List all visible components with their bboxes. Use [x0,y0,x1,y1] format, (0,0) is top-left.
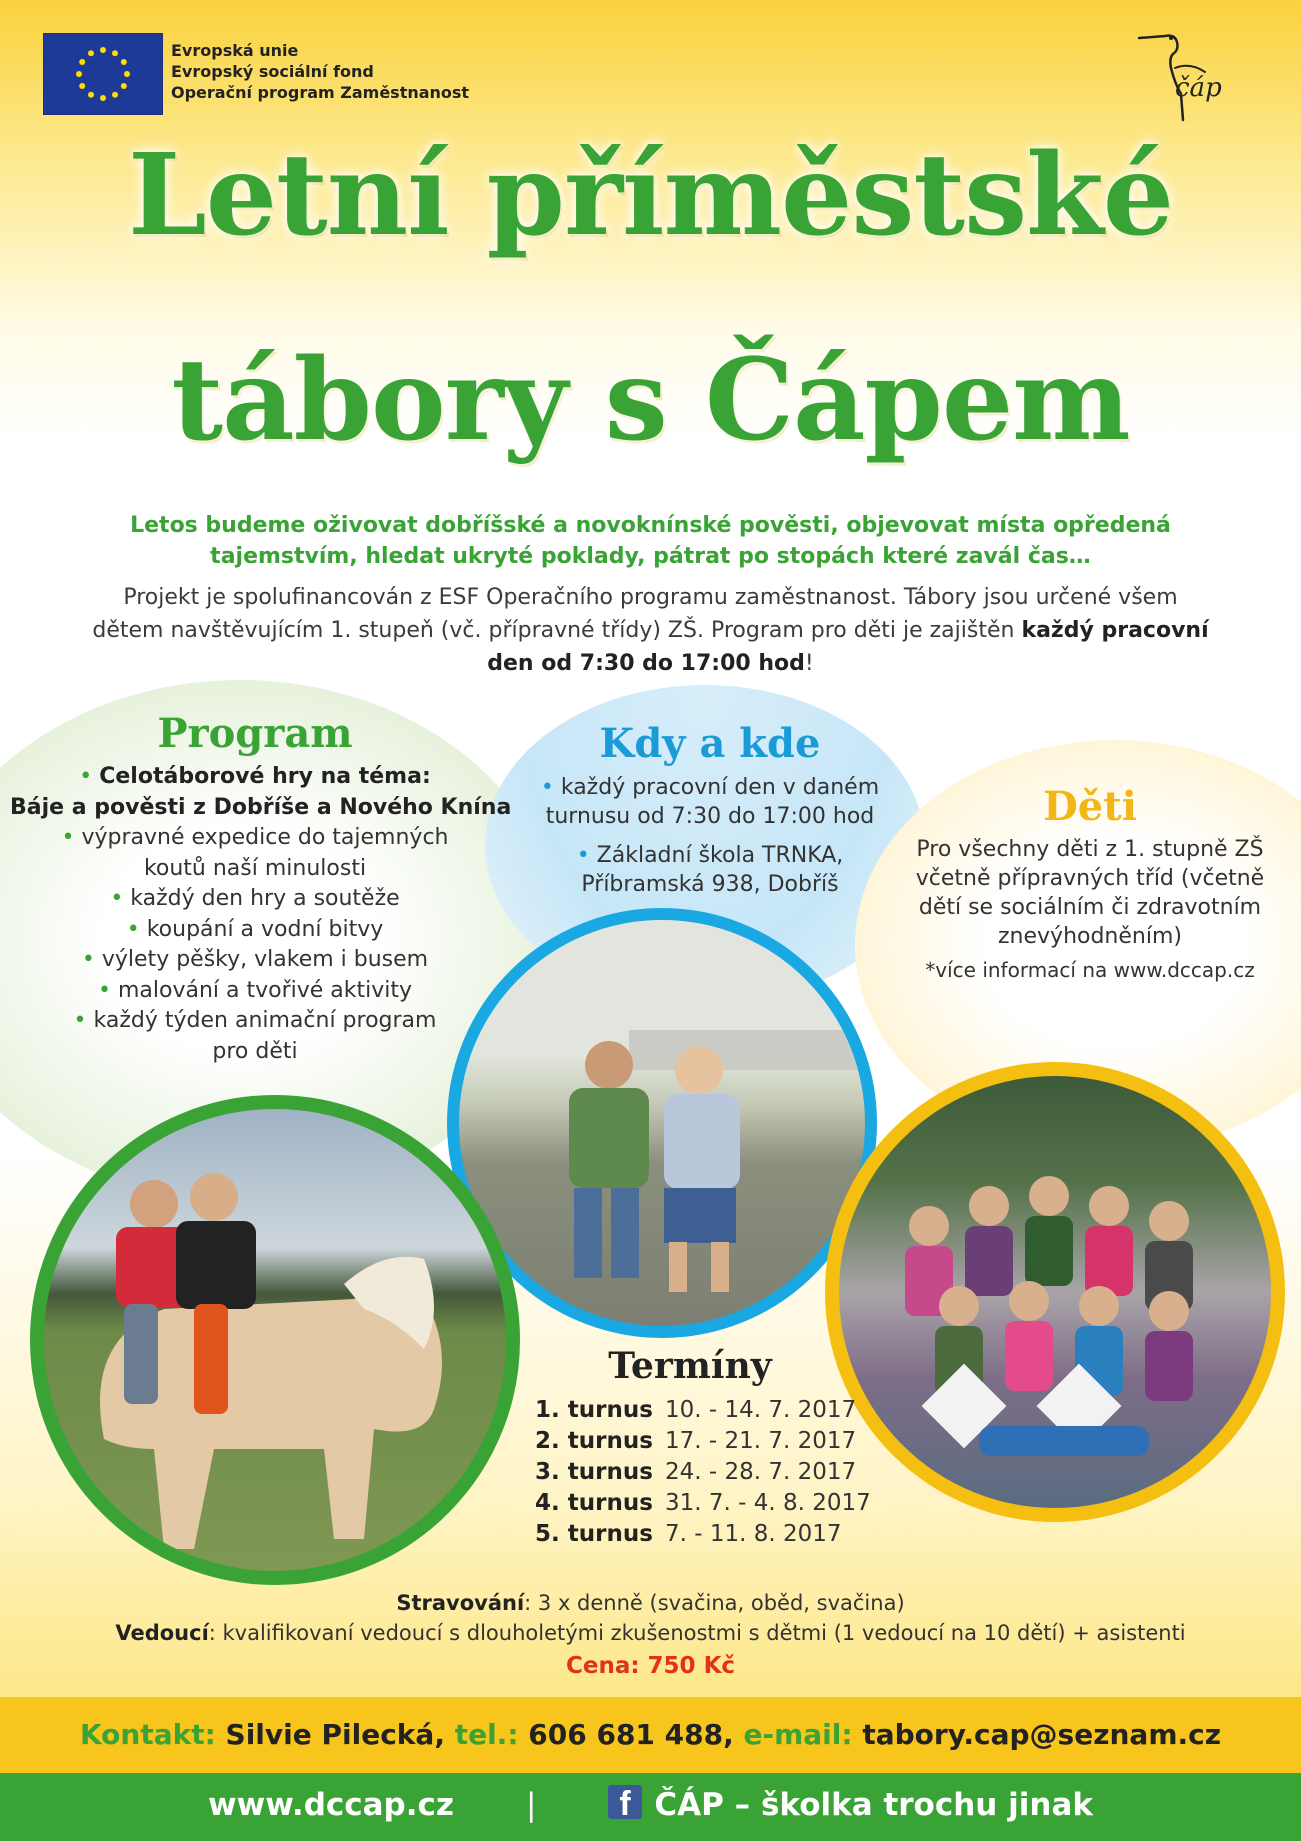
turnus-date: 10. - 14. 7. 2017 [665,1397,857,1424]
catering-info [0,1588,1301,1618]
bullet-icon: • [110,886,124,911]
program-theme-label: Celotáborové hry na téma: [99,764,431,789]
leaders-label: Vedoucí [115,1621,209,1645]
eu-stars-icon [44,34,162,114]
bullet-icon: • [81,947,95,972]
program-theme [10,762,500,793]
program-item-text: koutů naší minulosti [143,855,367,881]
bullet-icon: • [73,1008,87,1033]
facebook-glyph: f [619,1785,631,1823]
bullet-icon: • [576,843,590,868]
eu-line-2: Evropský sociální fond [171,62,374,81]
kdy-a-kde-list [520,773,900,899]
bullet-icon: • [126,916,140,942]
turnus-date: 7. - 11. 8. 2017 [665,1520,842,1547]
cap-logo-text: čáp [1175,73,1222,103]
program-heading: Program [157,710,353,757]
intro-text-1: Projekt je spolufinancován z ESF Operačního programu zaměstnanost. Tábory jsou určené všem [123,585,1178,610]
deti-description [900,835,1280,951]
intro-tagline-2: tajemstvím, hledat ukryté poklady, pátrat po stopách které zavál čas… [210,544,1091,569]
phone-label: tel.: [454,1718,519,1751]
bullet-icon: • [79,764,93,789]
footer-separator: | [525,1787,537,1823]
program-list [10,762,512,1067]
photo-group-of-children [825,1062,1285,1522]
intro-text-3a: den od 7:30 do 17:00 hod [487,651,805,676]
photo-kids-on-horse [30,1095,520,1585]
program-item-text: výpravné expedice do tajemných [81,825,449,850]
turnus-date: 24. - 28. 7. 2017 [665,1458,857,1485]
turnus-label: 1. turnus [535,1397,653,1424]
list-item [10,823,500,854]
turnus-label: 5. turnus [535,1520,653,1547]
intro-text-3 [40,647,1261,680]
table-row [535,1426,871,1457]
program-theme-name: Báje a pověsti z Dobříše a Nového Knína [10,794,512,820]
eu-line-1: Evropská unie [171,41,299,60]
deti-line: znevýhodněním) [998,924,1182,949]
program-item-text: každý týden animační program [93,1008,437,1033]
list-item [520,773,900,802]
turnus-label: 4. turnus [535,1489,653,1516]
footer-line [0,1783,1301,1827]
poster-title-line-2: tábory s Čápem [171,335,1130,466]
table-row [535,1395,871,1426]
poster-title-line-1: Letní příměstské [127,130,1174,261]
email-label: e-mail: [743,1718,853,1751]
bullet-icon: • [97,977,111,1003]
deti-line: včetně přípravných tříd (včetně [915,866,1265,891]
intro-text-2b: každý pracovní [1021,618,1209,643]
catering-label: Stravování [396,1591,525,1615]
kdy-item-text: turnusu od 7:30 do 17:00 hod [545,804,875,829]
intro-text-3b: ! [804,651,814,676]
table-row [535,1457,871,1488]
turnus-date: 31. 7. - 4. 8. 2017 [665,1489,871,1516]
list-item [10,884,500,915]
program-item-text: každý den hry a soutěže [130,886,400,911]
list-item [10,1006,500,1037]
catering-value: : 3 x denně (svačina, oběd, svačina) [524,1591,905,1615]
list-item [520,841,900,870]
intro-text-2 [40,614,1261,647]
leaders-value: : kvalifikovaní vedoucí s dlouholetými zkušenostmi s dětmi (1 vedoucí na 10 dětí) + asistenti [208,1621,1186,1645]
intro-text-2a: dětem navštěvujícím 1. stupeň (vč. přípravné třídy) ZŠ. Program pro děti je zajištěn [92,618,1022,643]
facebook-icon[interactable] [608,1785,642,1823]
intro-tagline-1: Letos budeme oživovat dobříšské a novoknínské pověsti, objevovat místa opředená [130,513,1171,538]
website-link[interactable]: www.dccap.cz [207,1787,454,1823]
list-item [10,915,500,946]
deti-line: dětí se sociálním či zdravotním [918,895,1262,920]
program-item-text: výlety pěšky, vlakem i busem [101,947,429,972]
table-row [535,1518,871,1549]
contact-name: Silvie Pilecká, [215,1718,455,1751]
terms-heading: Termíny [608,1345,772,1387]
email-link[interactable]: tabory.cap@seznam.cz [852,1718,1222,1751]
cap-stork-logo [1135,24,1230,122]
photo-two-boys [447,908,877,1338]
list-item [10,976,500,1007]
table-row [535,1487,871,1518]
turnus-date: 17. - 21. 7. 2017 [665,1428,857,1455]
kdy-item-text: Základní škola TRNKA, [596,843,844,868]
deti-heading: Děti [1043,783,1137,830]
leaders-info [0,1618,1301,1648]
price: Cena: 750 Kč [565,1653,736,1679]
kdy-a-kde-heading: Kdy a kde [599,720,821,767]
eu-flag-logo [43,33,163,115]
bullet-icon: • [61,825,75,850]
contact-line [0,1715,1301,1755]
eu-funding-text [171,40,469,103]
program-item-text: pro děti [212,1038,298,1064]
deti-line: Pro všechny děti z 1. stupně ZŠ [916,837,1264,862]
kdy-item-text: Příbramská 938, Dobříš [581,872,839,897]
turnus-label: 3. turnus [535,1458,653,1485]
list-item [10,945,500,976]
program-item-text: malování a tvořivé aktivity [117,977,413,1003]
eu-line-3: Operační program Zaměstnanost [171,83,470,102]
facebook-page-link[interactable]: ČÁP – školka trochu jinak [654,1787,1094,1823]
kdy-item-text: každý pracovní den v daném [560,775,880,800]
contact-label: Kontakt: [79,1718,216,1751]
bullet-icon: • [540,775,554,800]
turnus-label: 2. turnus [535,1428,653,1455]
phone-number[interactable]: 606 681 488, [518,1718,744,1751]
deti-more-info: *více informací na www.dccap.cz [925,958,1255,982]
terms-table [535,1395,871,1549]
program-item-text: koupání a vodní bitvy [146,916,384,942]
